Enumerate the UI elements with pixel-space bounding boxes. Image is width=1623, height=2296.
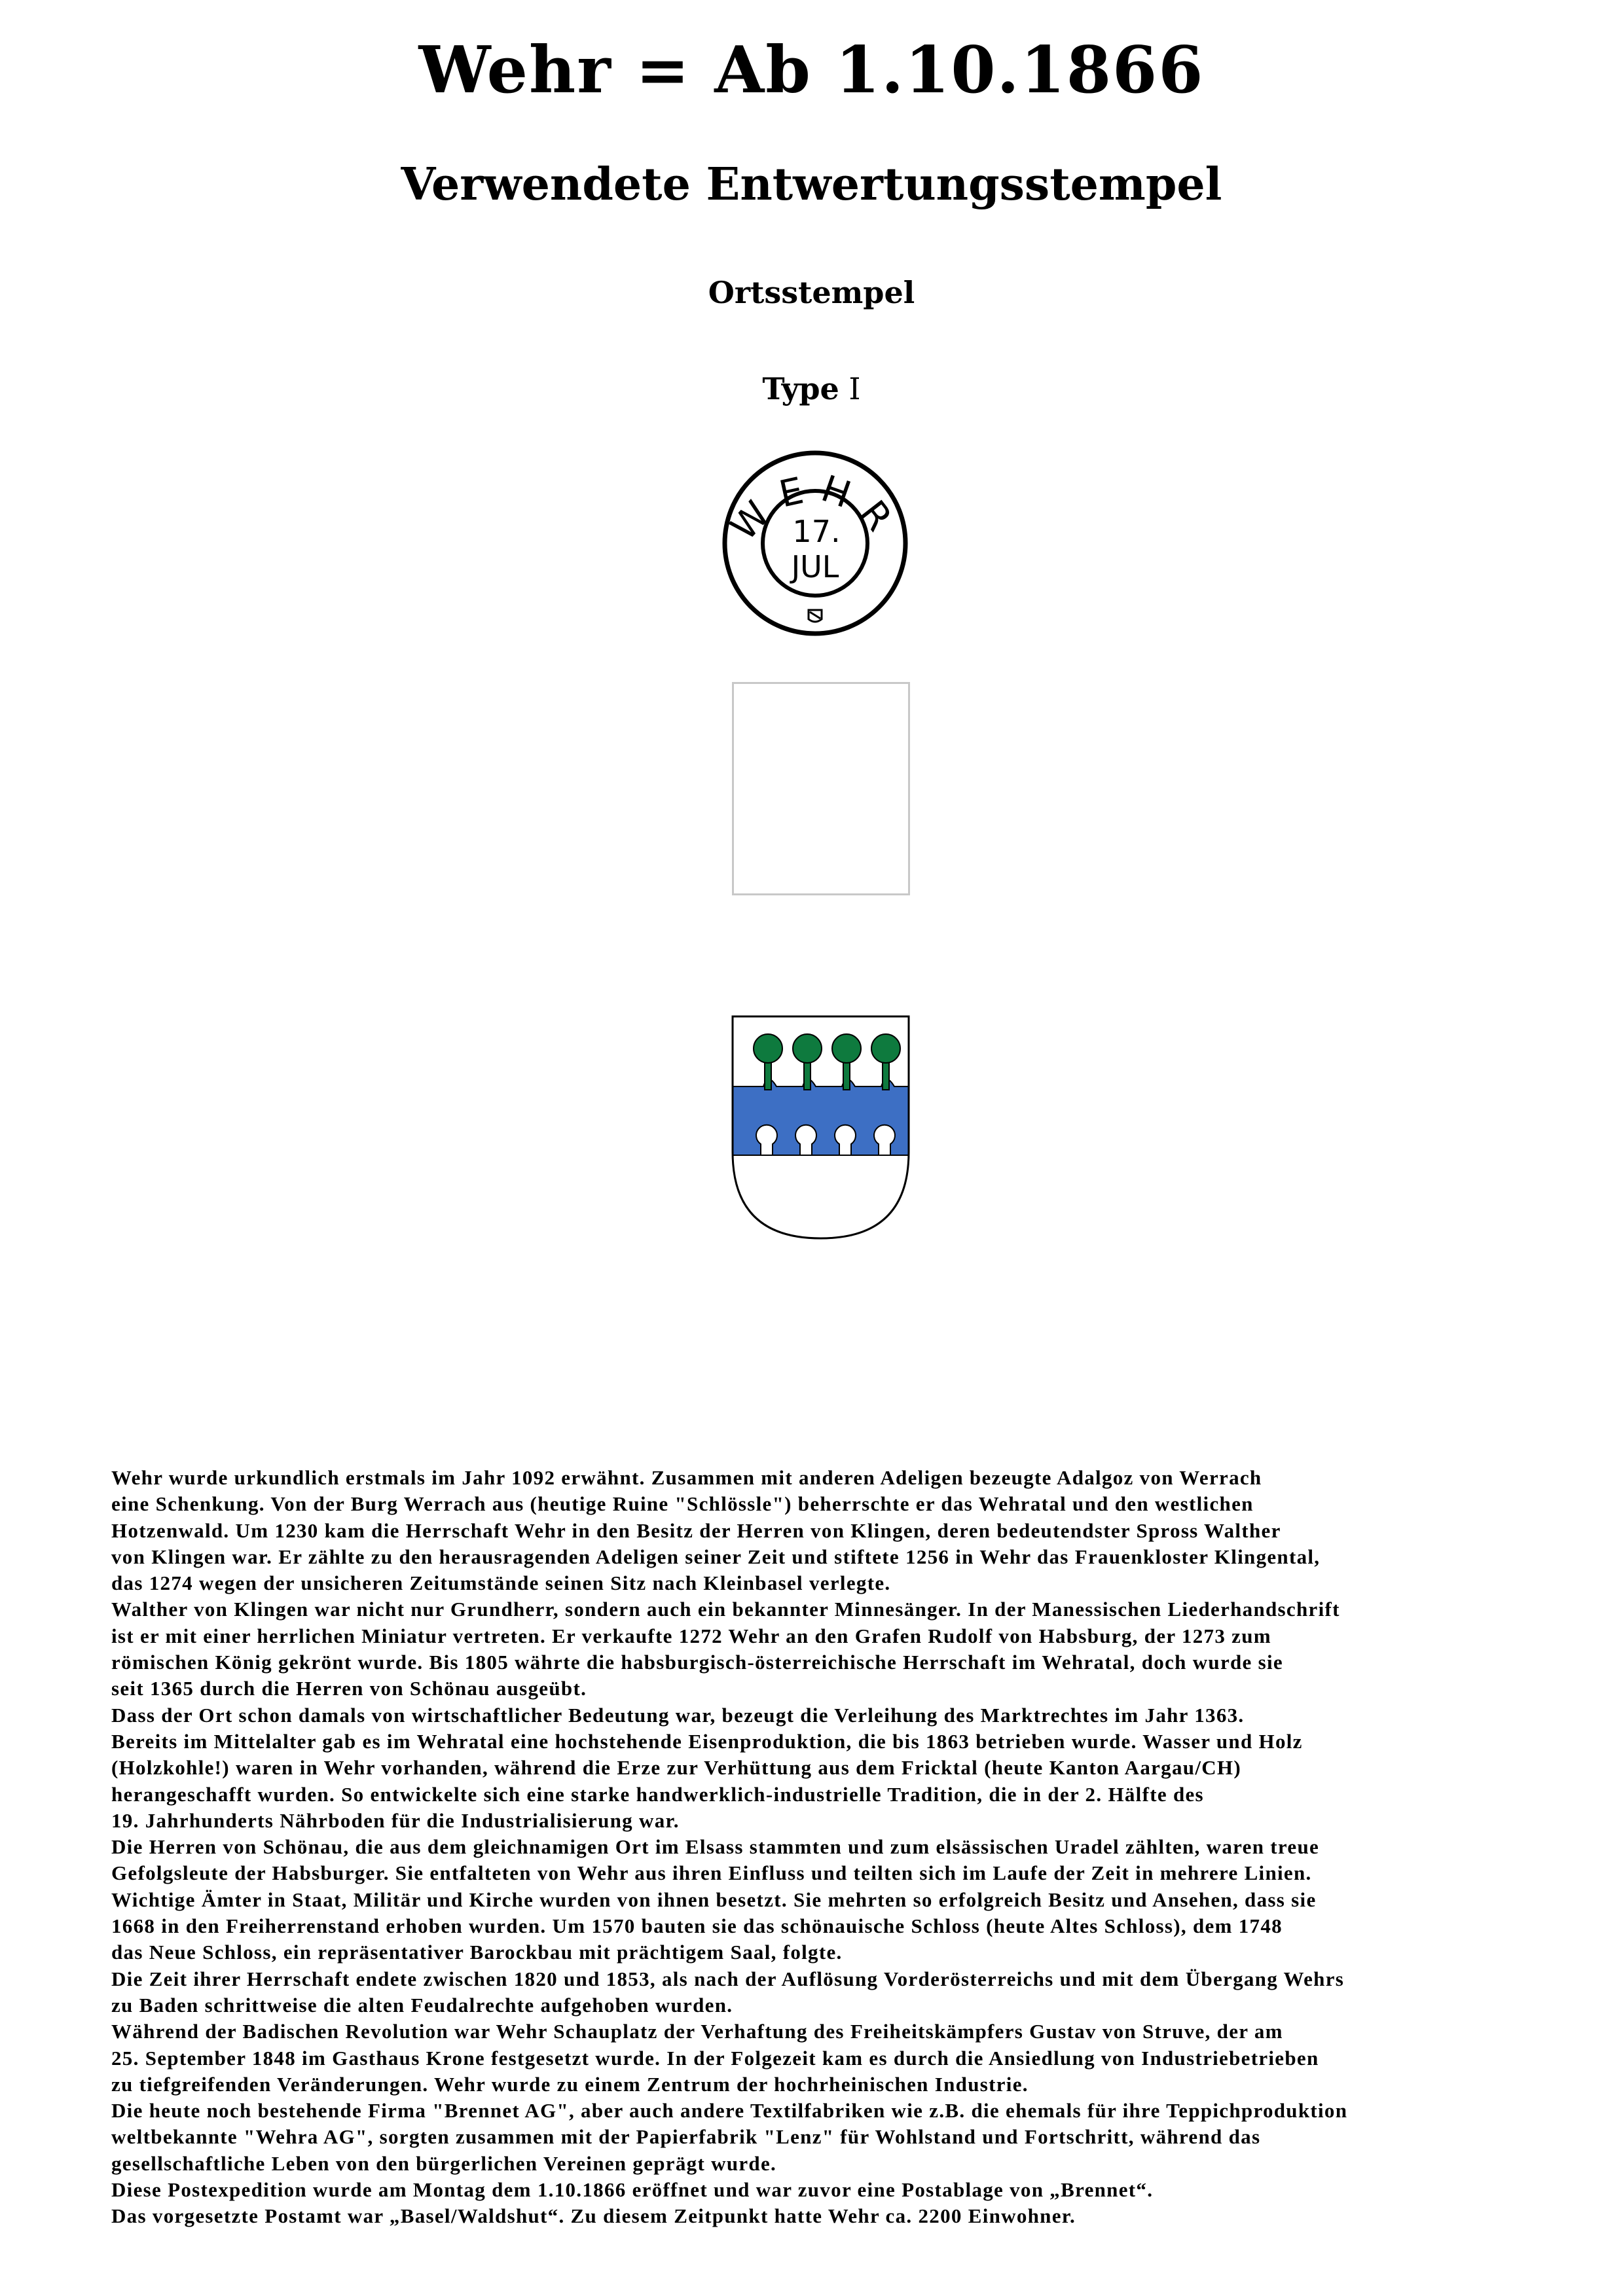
- type-label: Type: [762, 371, 839, 406]
- text-line: gesellschaftliche Leben von den bürgerlichen Vereinen geprägt wurde.: [111, 2151, 777, 2175]
- text-line: (Holzkohle!) waren in Wehr vorhanden, während die Erze zur Verhüttung aus dem Fricktal (heute Kanton Aargau/CH): [111, 1756, 1241, 1780]
- page-title: Wehr = Ab 1.10.1866: [418, 33, 1205, 108]
- text-line: Während der Badischen Revolution war Wehr Schauplatz der Verhaftung des Freiheitskämpfers Gustav von Struve, der am: [111, 2020, 1283, 2043]
- type-heading: [0, 371, 1623, 406]
- text-line: Die Herren von Schönau, die aus dem gleichnamigen Ort im Elsass stammten und zum elsässischen Uradel zählten, waren treue: [111, 1835, 1320, 1859]
- text-line: Wichtige Ämter in Staat, Militär und Kirche wurden von ihnen besetzt. Sie mehrten so erfolgreich Besitz und Ansehen, dass sie: [111, 1888, 1317, 1911]
- text-line: ist er mit einer herrlichen Miniatur vertreten. Er verkaufte 1272 Wehr an den Grafen Rudolf von Habsburg, der 1273 zum: [111, 1624, 1271, 1647]
- empty-stamp-frame: [732, 682, 910, 895]
- text-line: das 1274 wegen der unsicheren Zeitumstände seinen Sitz nach Kleinbasel verlegte.: [111, 1571, 891, 1595]
- history-text: [111, 1465, 1539, 2230]
- text-line: 19. Jahrhunderts Nährboden für die Industrialisierung war.: [111, 1808, 680, 1832]
- text-line: zu Baden schrittweise die alten Feudalrechte aufgehoben wurden.: [111, 1993, 733, 2017]
- text-line: Die Zeit ihrer Herrschaft endete zwischen 1820 und 1853, als nach der Auflösung Vorderösterreichs und mit dem Übergang Wehrs: [111, 1967, 1345, 1990]
- stamp-ornament-icon: [809, 610, 822, 622]
- text-line: Walther von Klingen war nicht nur Grundherr, sondern auch ein bekannter Minnesänger. In der Manessischen Liederhandschrift: [111, 1598, 1340, 1621]
- stamp-month: JUL: [791, 549, 839, 584]
- coat-of-arms-image: [731, 1014, 911, 1240]
- text-line: Das vorgesetzte Postamt war „Basel/Waldshut“. Zu diesem Zeitpunkt hatte Wehr ca. 2200 Einwohner.: [111, 2204, 1076, 2228]
- type-numeral: I: [848, 371, 861, 406]
- text-line: von Klingen war. Er zählte zu den herausragenden Adeligen seiner Zeit und stiftete 1256 in Wehr das Frauenkloster Klingental,: [111, 1545, 1321, 1568]
- text-line: Dass der Ort schon damals von wirtschaftlicher Bedeutung war, bezeugt die Verleihung des Marktrechtes im Jahr 1363.: [111, 1703, 1245, 1727]
- text-line: zu tiefgreifenden Veränderungen. Wehr wurde zu einem Zentrum der hochrheinischen Industrie.: [111, 2072, 1029, 2096]
- text-line: Die heute noch bestehende Firma "Brennet AG", aber auch andere Textilfabriken wie z.B. die ehemals für ihre Teppichproduktion: [111, 2099, 1348, 2123]
- stamp-day: 17.: [792, 514, 841, 549]
- stamp-town-text: WEHR: [722, 467, 909, 550]
- text-line: weltbekannte "Wehra AG", sorgten zusammen mit der Papierfabrik "Lenz" für Wohlstand und Fortschritt, während das: [111, 2125, 1261, 2149]
- section-heading: Ortsstempel: [708, 275, 915, 310]
- text-line: herangeschafft wurden. So entwickelte sich eine starke handwerklich-industrielle Tradition, die in der 2. Hälfte des: [111, 1782, 1204, 1806]
- text-line: 1668 in den Freiherrenstand erhoben wurden. Um 1570 bauten sie das schönauische Schloss (heute Altes Schloss), dem 1748: [111, 1914, 1283, 1938]
- text-line: seit 1365 durch die Herren von Schönau ausgeübt.: [111, 1677, 587, 1700]
- postmark-stamp-image: [717, 445, 913, 641]
- text-line: Hotzenwald. Um 1230 kam die Herrschaft Wehr in den Besitz der Herren von Klingen, deren bedeutendster Spross Walther: [111, 1518, 1281, 1542]
- text-line: römischen König gekrönt wurde. Bis 1805 währte die habsburgisch-österreichische Herrschaft im Wehratal, doch wurde sie: [111, 1651, 1283, 1674]
- text-line: Wehr wurde urkundlich erstmals im Jahr 1092 erwähnt. Zusammen mit anderen Adeligen bezeugte Adalgoz von Werrach: [111, 1466, 1262, 1489]
- page-subtitle: Verwendete Entwertungsstempel: [401, 158, 1222, 211]
- text-line: Bereits im Mittelalter gab es im Wehratal eine hochstehende Eisenproduktion, die bis 1863 betrieben wurde. Wasser und Holz: [111, 1729, 1303, 1753]
- text-line: das Neue Schloss, ein repräsentativer Barockbau mit prächtigem Saal, folgte.: [111, 1941, 843, 1964]
- text-line: Gefolgsleute der Habsburger. Sie entfalteten von Wehr aus ihren Einfluss und teilten sich im Laufe der Zeit in mehrere Linien.: [111, 1861, 1312, 1885]
- text-line: Diese Postexpedition wurde am Montag dem 1.10.1866 eröffnet und war zuvor eine Postablage von „Brennet“.: [111, 2178, 1154, 2202]
- text-line: 25. September 1848 im Gasthaus Krone festgesetzt wurde. In der Folgezeit kam es durch die Ansiedlung von Industriebetrieben: [111, 2046, 1319, 2070]
- text-line: eine Schenkung. Von der Burg Werrach aus (heutige Ruine "Schlössle") beherrschte er das Wehratal und den westlichen: [111, 1492, 1254, 1516]
